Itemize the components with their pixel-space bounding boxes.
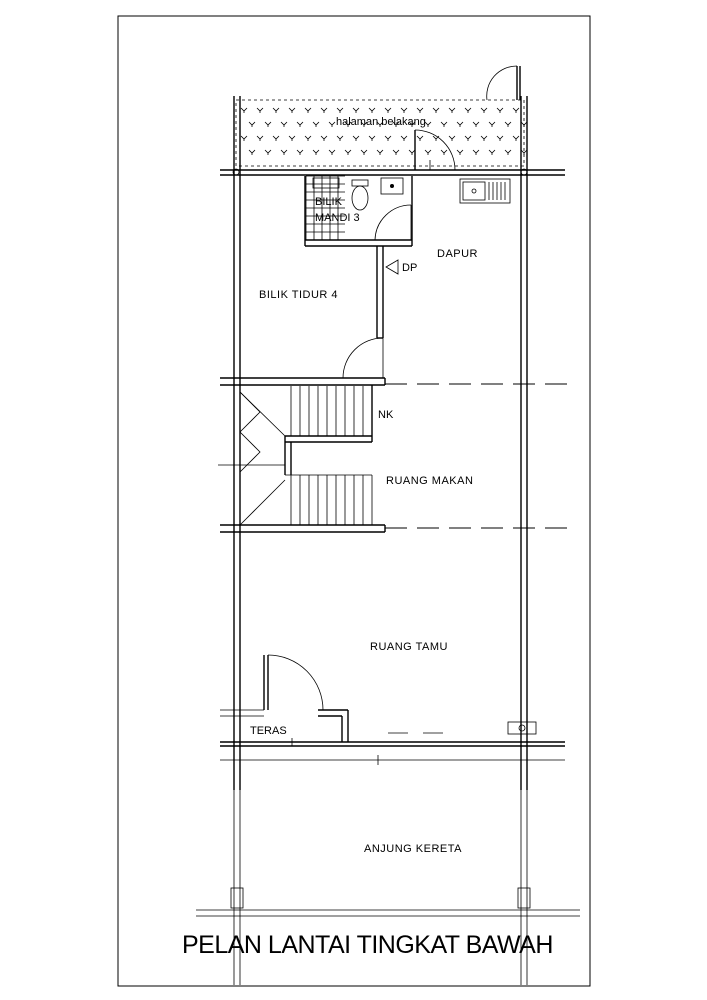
hatch-mark bbox=[281, 122, 287, 127]
hatch-mark bbox=[457, 150, 463, 155]
hatch-mark bbox=[353, 136, 359, 141]
hatch-mark bbox=[417, 136, 423, 141]
bathroom-label-line1: BILIK bbox=[315, 196, 342, 208]
left-exterior-wall bbox=[234, 96, 240, 985]
shower-basin-icon bbox=[381, 178, 403, 194]
hatch-mark bbox=[497, 136, 503, 141]
hatch-mark bbox=[473, 150, 479, 155]
hatch-mark bbox=[385, 136, 391, 141]
hatch-mark bbox=[505, 122, 511, 127]
hatch-mark bbox=[265, 122, 271, 127]
hatch-mark bbox=[321, 108, 327, 113]
hatch-mark bbox=[465, 108, 471, 113]
hatch-mark bbox=[433, 136, 439, 141]
hatch-mark bbox=[281, 150, 287, 155]
backyard-label: halaman belakang bbox=[336, 116, 426, 128]
hatch-mark bbox=[449, 136, 455, 141]
stair-bottom-wall bbox=[220, 525, 385, 532]
hatch-mark bbox=[305, 108, 311, 113]
hatch-mark bbox=[241, 108, 247, 113]
dp-marker bbox=[386, 260, 398, 274]
drawing-title: PELAN LANTAI TINGKAT BAWAH bbox=[182, 931, 553, 959]
hatch-mark bbox=[513, 136, 519, 141]
hatch-mark bbox=[489, 122, 495, 127]
hatch-mark bbox=[249, 122, 255, 127]
hatch-mark bbox=[297, 150, 303, 155]
hatch-mark bbox=[441, 122, 447, 127]
carporch-label: ANJUNG KERETA bbox=[364, 843, 462, 855]
front-posts bbox=[196, 888, 580, 916]
hatch-mark bbox=[401, 108, 407, 113]
hatch-mark bbox=[321, 136, 327, 141]
sink-icon bbox=[460, 179, 510, 203]
hatch-mark bbox=[313, 150, 319, 155]
hatch-mark bbox=[497, 108, 503, 113]
living-label: RUANG TAMU bbox=[370, 641, 448, 653]
hatch-mark bbox=[257, 136, 263, 141]
hatch-mark bbox=[241, 136, 247, 141]
bath-fixture-icon bbox=[313, 178, 339, 188]
hatch-mark bbox=[505, 150, 511, 155]
kitchen-label: DAPUR bbox=[437, 248, 479, 260]
hatch-mark bbox=[393, 150, 399, 155]
hatch-mark bbox=[345, 150, 351, 155]
hatch-mark bbox=[369, 108, 375, 113]
hatch-mark bbox=[329, 122, 335, 127]
hatch-mark bbox=[353, 108, 359, 113]
backyard-gate bbox=[487, 66, 520, 100]
hatch-mark bbox=[449, 108, 455, 113]
rear-wall bbox=[220, 169, 565, 175]
staircase bbox=[218, 385, 372, 525]
hatch-mark bbox=[441, 150, 447, 155]
hatch-mark bbox=[289, 108, 295, 113]
hatch-mark bbox=[313, 122, 319, 127]
nk-label: NK bbox=[378, 409, 394, 421]
toilet-icon bbox=[352, 180, 368, 210]
hatch-mark bbox=[265, 150, 271, 155]
hatch-mark bbox=[297, 122, 303, 127]
hatch-mark bbox=[369, 136, 375, 141]
stair-top-wall bbox=[220, 378, 385, 385]
hatch-mark bbox=[361, 150, 367, 155]
hatch-mark bbox=[273, 108, 279, 113]
hatch-mark bbox=[521, 122, 527, 127]
hatch-mark bbox=[385, 108, 391, 113]
hatch-mark bbox=[481, 108, 487, 113]
hatch-mark bbox=[481, 136, 487, 141]
backyard-area bbox=[236, 100, 527, 166]
hatch-mark bbox=[409, 150, 415, 155]
hatch-mark bbox=[337, 108, 343, 113]
hatch-mark bbox=[401, 136, 407, 141]
hatch-mark bbox=[473, 122, 479, 127]
dp-label: DP bbox=[402, 262, 418, 274]
hatch-mark bbox=[329, 150, 335, 155]
hatch-mark bbox=[257, 108, 263, 113]
hatch-mark bbox=[273, 136, 279, 141]
right-exterior-wall bbox=[521, 96, 527, 985]
hatch-mark bbox=[489, 150, 495, 155]
bedroom-label: BILIK TIDUR 4 bbox=[259, 289, 339, 301]
hatch-mark bbox=[425, 150, 431, 155]
hatch-mark bbox=[289, 136, 295, 141]
hatch-mark bbox=[433, 108, 439, 113]
bathroom-label-line2: MANDI 3 bbox=[315, 212, 360, 224]
dining-label: RUANG MAKAN bbox=[386, 475, 474, 487]
hatch-mark bbox=[457, 122, 463, 127]
hatch-mark bbox=[305, 136, 311, 141]
hatch-mark bbox=[377, 150, 383, 155]
hatch-mark bbox=[337, 136, 343, 141]
hatch-mark bbox=[249, 150, 255, 155]
hatch-mark bbox=[465, 136, 471, 141]
hatch-mark bbox=[513, 108, 519, 113]
terrace-label: TERAS bbox=[250, 725, 287, 737]
hatch-mark bbox=[417, 108, 423, 113]
bedroom-partition bbox=[343, 246, 383, 378]
